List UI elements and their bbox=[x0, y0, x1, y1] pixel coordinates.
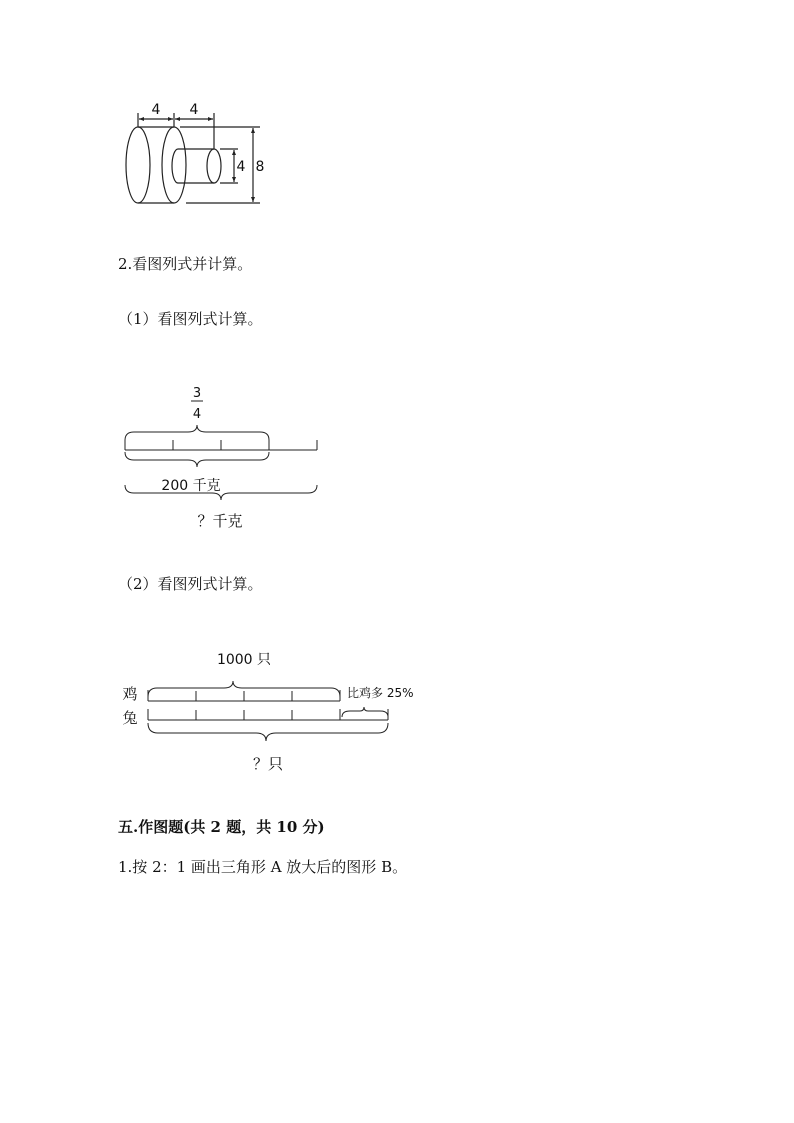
cylinder-figure bbox=[110, 95, 280, 215]
dim-inner-height: 4 bbox=[236, 159, 246, 175]
question-2-part1-label: （1）看图列式计算。 bbox=[118, 310, 263, 328]
chicken-label: 鸡 bbox=[122, 685, 138, 703]
question-2-part2-label: （2）看图列式计算。 bbox=[118, 575, 263, 593]
large-cylinder-back bbox=[126, 127, 150, 203]
known-weight-label: 200 千克 bbox=[161, 478, 221, 494]
section-5-question-1: 1.按 2：1 画出三角形 A 放大后的图形 B。 bbox=[118, 858, 408, 876]
unknown-count-label: ？只 bbox=[252, 755, 284, 773]
dim-left-width: 4 bbox=[151, 102, 161, 118]
small-cylinder-end bbox=[207, 149, 221, 183]
rabbit-label: 兔 bbox=[122, 709, 138, 727]
extra-percent-label: 比鸡多 25% bbox=[347, 686, 414, 700]
question-2-title: 2.看图列式并计算。 bbox=[118, 255, 253, 273]
section-5-heading: 五.作图题(共 2 题，共 10 分) bbox=[118, 818, 325, 836]
unknown-weight-label: ？千克 bbox=[197, 512, 243, 530]
top-count-label: 1000 只 bbox=[216, 652, 272, 668]
large-cylinder-front bbox=[162, 127, 186, 203]
weight-bar-diagram bbox=[118, 378, 328, 538]
chicken-rabbit-diagram bbox=[118, 645, 428, 780]
fraction-numerator: 3 bbox=[192, 386, 202, 401]
dim-right-width: 4 bbox=[189, 102, 199, 118]
fraction-denominator: 4 bbox=[192, 407, 202, 422]
dim-outer-height: 8 bbox=[255, 159, 265, 175]
